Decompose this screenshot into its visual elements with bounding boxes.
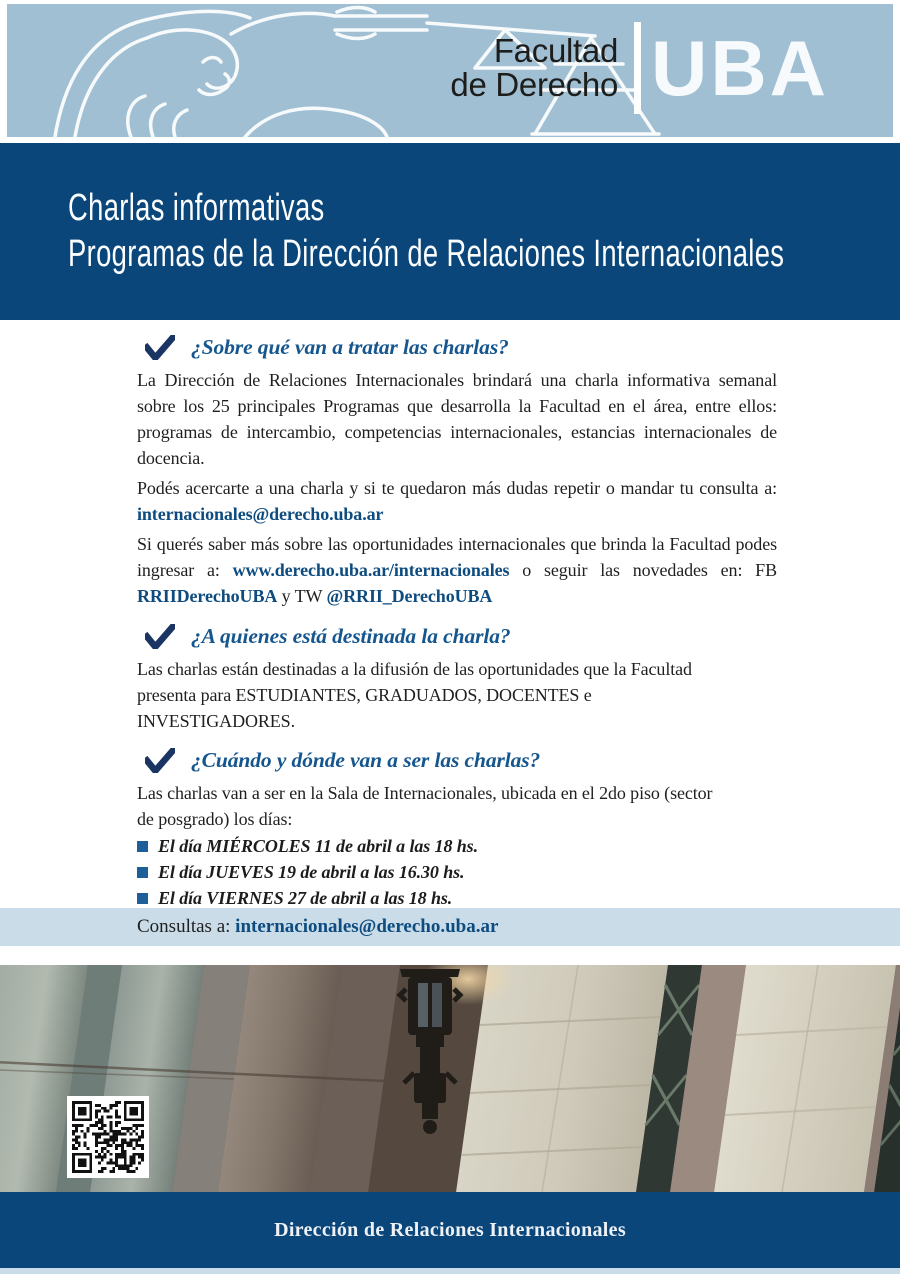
uba-wordmark: UBA <box>651 24 829 112</box>
section-heading: ¿Cuándo y dónde van a ser las charlas? <box>191 748 541 772</box>
paragraph-text: Si querés saber más sobre las oportunidades internacionales que brinda la Facultad podes ingresar a: <box>137 534 777 580</box>
bottom-strip <box>0 1268 900 1274</box>
page-title-line-1: Charlas informativas <box>68 187 325 229</box>
section-about <box>137 333 777 609</box>
header-band <box>7 4 893 137</box>
schedule-item-text: El día MIÉRCOLES 11 de abril a las 18 hs. <box>158 836 478 856</box>
section-heading: ¿A quienes está destinada la charla? <box>191 624 511 648</box>
paragraph-line: Las charlas están destinadas a la difusión de las oportunidades que la Facultad <box>137 659 692 679</box>
consultas-label: Consultas a: <box>137 916 236 937</box>
email-link[interactable]: internacionales@derecho.uba.ar <box>137 504 384 524</box>
bullet-icon <box>137 841 148 852</box>
paragraph-text: o seguir las novedades en: FB <box>509 560 777 580</box>
paragraph-line: presenta para ESTUDIANTES, GRADUADOS, DOCENTES e <box>137 685 592 705</box>
paragraph <box>137 531 777 609</box>
faculty-line-2: de Derecho <box>450 66 618 103</box>
paragraph-text: La Dirección de Relaciones Internacionales brindará una charla informativa semanal sobre los 25 principales Programas que desarrolla la Facultad en el área, entre ellos: programas de intercambio, competencias internacionales, estancias internacionales de docencia. <box>137 370 777 468</box>
section-heading: ¿Sobre qué van a tratar las charlas? <box>191 335 509 359</box>
paragraph-line: de posgrado) los días: <box>137 809 293 829</box>
faculty-line-1: Facultad <box>493 32 618 69</box>
paragraph <box>137 780 777 832</box>
paragraph <box>137 656 777 734</box>
building-photo <box>0 965 900 1192</box>
paragraph-text: Podés acercarte a una charla y si te quedaron más dudas repetir o mandar tu consulta a: <box>137 478 777 498</box>
website-link[interactable]: www.derecho.uba.ar/internacionales <box>232 560 510 580</box>
section-audience-heading-row <box>145 622 777 652</box>
schedule-item-text: El día VIERNES 27 de abril a las 18 hs. <box>158 888 453 908</box>
paragraph-text: y TW <box>277 586 327 606</box>
schedule-list <box>137 833 777 911</box>
section-schedule-heading-row <box>145 746 777 776</box>
section-audience <box>137 622 777 734</box>
flyer-body <box>137 333 777 911</box>
paragraph-line: INVESTIGADORES. <box>137 711 295 731</box>
facebook-link[interactable]: RRIIDerechoUBA <box>137 586 278 606</box>
check-icon <box>145 335 175 360</box>
consultas-band <box>0 908 900 946</box>
consultas-email-link[interactable]: internacionales@derecho.uba.ar <box>235 916 499 937</box>
page-title-line-2: Programas de la Dirección de Relaciones Internacionales <box>68 233 785 275</box>
bullet-icon <box>137 867 148 878</box>
check-icon <box>145 748 175 773</box>
paragraph-line: Las charlas van a ser en la Sala de Internacionales, ubicada en el 2do piso (sector <box>137 783 713 803</box>
bullet-icon <box>137 893 148 904</box>
section-about-heading-row <box>145 333 777 363</box>
twitter-link[interactable]: @RRII_DerechoUBA <box>326 586 493 606</box>
paragraph <box>137 475 777 527</box>
paragraph <box>137 367 777 471</box>
title-band <box>0 143 900 320</box>
footer-title: Dirección de Relaciones Internacionales <box>274 1218 626 1241</box>
schedule-item <box>137 859 777 885</box>
footer-band <box>0 1192 900 1268</box>
qr-code <box>67 1096 149 1178</box>
check-icon <box>145 624 175 649</box>
faculty-name <box>450 34 618 102</box>
schedule-item <box>137 833 777 859</box>
section-schedule <box>137 746 777 911</box>
university-logo <box>450 22 829 114</box>
logo-divider <box>634 22 641 114</box>
schedule-item-text: El día JUEVES 19 de abril a las 16.30 hs. <box>158 862 465 882</box>
